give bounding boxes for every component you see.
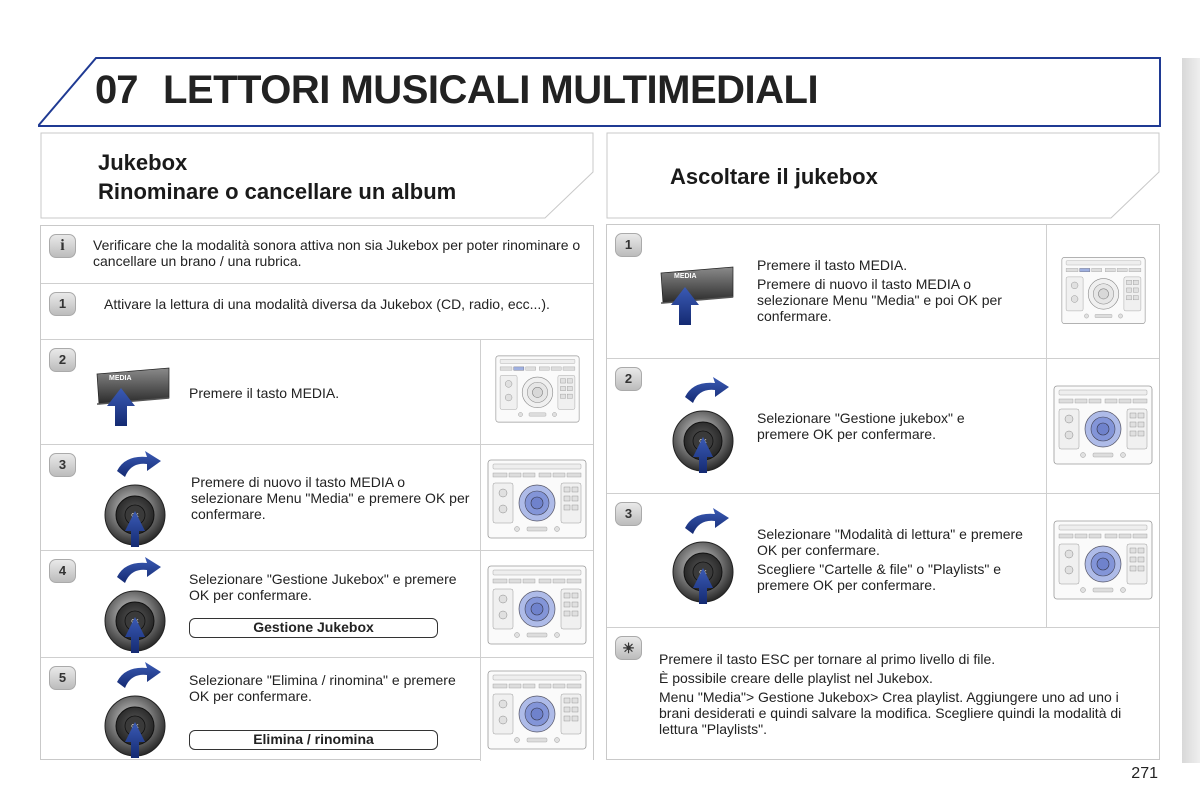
step-text: Premere di nuovo il tasto MEDIA o selezionare Menu "Media" e poi OK per confermare. [757, 276, 1002, 324]
step-number-badge: 2 [615, 367, 642, 391]
step-number-badge: 1 [49, 292, 76, 316]
thumb-cell [1046, 359, 1159, 493]
media-key-label: MEDIA [109, 375, 132, 382]
step-number-badge: 3 [615, 502, 642, 526]
tip-text: Menu "Media"> Gestione Jukebox> Crea playlist. Aggiungere uno ad uno i brani desiderati e quindi salvare la modifica. Scegliere quindi la modalità di lettura "Playlists". [659, 689, 1122, 737]
step-text: Premere il tasto MEDIA. [189, 385, 340, 401]
radio-panel-icon [1053, 520, 1153, 600]
tip-text-block [659, 651, 1139, 740]
step-text: Selezionare "Gestione jukebox" e premere OK per confermare. [757, 410, 965, 442]
tip-row [607, 627, 1159, 761]
radio-panel-icon [1061, 253, 1146, 328]
step-row [41, 657, 593, 761]
step-text: Premere il tasto MEDIA. [757, 257, 908, 273]
left-section-heading [40, 132, 594, 220]
page-number: 271 [1131, 765, 1158, 782]
step-text: Selezionare "Elimina / rinomina" e premere OK per confermare. [189, 672, 456, 704]
step-row [41, 444, 593, 550]
thumb-cell [480, 551, 593, 657]
right-steps-panel [606, 224, 1160, 760]
radio-panel-icon [487, 670, 587, 750]
rotary-knob-icon [671, 506, 741, 606]
thumb-cell [1046, 225, 1159, 358]
rotary-knob-icon [103, 449, 173, 549]
left-steps-panel [40, 225, 594, 760]
step-text: Attivare la lettura di una modalità diversa da Jukebox (CD, radio, ecc...). [104, 296, 550, 312]
thumb-cell [480, 658, 593, 761]
tip-text: È possibile creare delle playlist nel Jukebox. [659, 670, 933, 686]
step-row [607, 225, 1159, 358]
radio-panel-icon [487, 459, 587, 539]
step-text-block [757, 257, 1027, 327]
side-tab-strip [1182, 58, 1200, 763]
step-row [607, 493, 1159, 627]
info-text: Verificare che la modalità sonora attiva non sia Jukebox per poter rinominare o cancellare un brano / una rubrica. [93, 237, 581, 269]
media-key-label: MEDIA [674, 273, 697, 280]
rotary-knob-icon [103, 660, 173, 760]
step-number-badge: 2 [49, 348, 76, 372]
section-title-rename: Rinominare o cancellare un album [98, 179, 457, 204]
step-row [41, 550, 593, 657]
step-text: Premere di nuovo il tasto MEDIA o selezionare Menu "Media" e premere OK per confermare. [191, 474, 470, 522]
menu-item-elimina-rinomina: Elimina / rinomina [189, 730, 438, 750]
section-title-jukebox: Jukebox [98, 150, 188, 175]
info-icon: i [49, 234, 76, 258]
step-text-block [757, 526, 1037, 596]
radio-panel-icon [495, 354, 580, 424]
media-button-icon [659, 259, 739, 329]
thumb-cell [480, 445, 593, 550]
step-text: Scegliere "Cartelle & file" o "Playlists" e premere OK per confermare. [757, 561, 1001, 593]
chapter-title: LETTORI MUSICALI MULTIMEDIALI [163, 68, 819, 112]
info-row [41, 226, 593, 283]
rotary-knob-icon [103, 555, 173, 655]
step-number-badge: 4 [49, 559, 76, 583]
step-number-badge: 3 [49, 453, 76, 477]
thumb-cell [480, 340, 593, 444]
step-row [41, 339, 593, 444]
rotary-knob-icon [671, 375, 741, 475]
step-number-badge: 1 [615, 233, 642, 257]
menu-item-gestione-jukebox: Gestione Jukebox [189, 618, 438, 638]
radio-panel-icon [1053, 385, 1153, 465]
step-text: Selezionare "Gestione Jukebox" e premere OK per confermare. [189, 571, 457, 603]
radio-panel-icon [487, 565, 587, 645]
chapter-number: 07 [95, 68, 138, 112]
tip-text: Premere il tasto ESC per tornare al primo livello di file. [659, 651, 996, 667]
tip-lightbulb-icon: ☀ [615, 636, 642, 660]
step-number-badge: 5 [49, 666, 76, 690]
step-text: Selezionare "Modalità di lettura" e premere OK per confermare. [757, 526, 1023, 558]
right-section-heading [606, 132, 1160, 220]
media-button-icon [95, 360, 175, 430]
step-row [41, 283, 593, 339]
section-title-listen: Ascoltare il jukebox [670, 164, 878, 189]
step-row [607, 358, 1159, 493]
thumb-cell [1046, 494, 1159, 627]
